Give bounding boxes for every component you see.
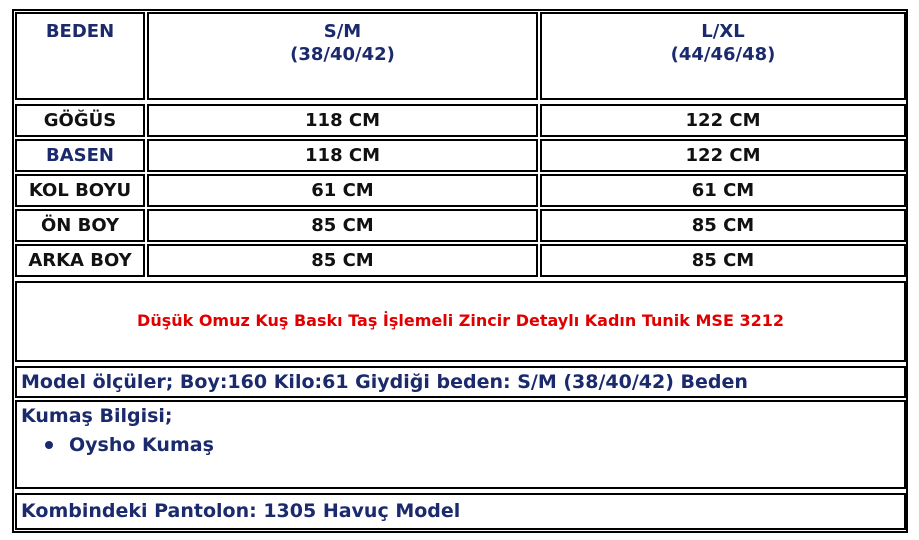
row-label [15, 209, 145, 242]
row-label [15, 139, 145, 172]
row-lxl-value [540, 139, 906, 172]
row-sm-text: 85 CM [311, 214, 374, 236]
row-sm-text: 61 CM [311, 179, 374, 201]
header-sm-line1: S/M [323, 21, 362, 42]
row-sm-value [147, 104, 538, 137]
header-lxl-line2: (44/46/48) [670, 44, 776, 66]
row-lxl-text: 122 CM [685, 144, 761, 166]
combination-text: Kombindeki Pantolon: 1305 Havuç Model [21, 500, 461, 523]
row-sm-value [147, 244, 538, 277]
row-sm-value [147, 209, 538, 242]
row-lxl-text: 85 CM [691, 214, 755, 236]
row-label-text: KOL BOYU [28, 179, 132, 201]
row-sm-text: 118 CM [305, 109, 380, 131]
row-label-text: ARKA BOY [28, 249, 132, 271]
product-title [15, 281, 906, 362]
row-label-text: ÖN BOY [40, 214, 120, 236]
row-sm-value [147, 139, 538, 172]
combination-info [15, 493, 906, 530]
fabric-info [15, 400, 906, 489]
row-lxl-value [540, 209, 906, 242]
header-sm [147, 12, 538, 100]
header-lxl [540, 12, 906, 100]
model-info-text: Model ölçüler; Boy:160 Kilo:61 Giydiği beden: S/M (38/40/42) Beden [21, 370, 748, 393]
row-sm-text: 118 CM [305, 144, 380, 166]
product-title-text: Düşük Omuz Kuş Baskı Taş İşlemeli Zincir Detaylı Kadın Tunik MSE 3212 [137, 311, 784, 331]
row-label [15, 244, 145, 277]
row-lxl-text: 85 CM [691, 249, 755, 271]
row-label [15, 104, 145, 137]
row-sm-text: 85 CM [311, 249, 374, 271]
header-lxl-line1: L/XL [701, 21, 745, 42]
row-lxl-value [540, 174, 906, 207]
header-size-label [15, 12, 145, 100]
row-label [15, 174, 145, 207]
row-lxl-text: 61 CM [691, 179, 755, 201]
header-size-text: BEDEN [45, 21, 115, 42]
row-lxl-value [540, 104, 906, 137]
row-label-text: BASEN [46, 144, 114, 166]
fabric-list-item [45, 433, 214, 458]
row-sm-value [147, 174, 538, 207]
row-label-text: GÖĞÜS [43, 109, 117, 131]
model-info [15, 366, 906, 398]
bullet-icon [45, 441, 53, 449]
header-sm-line2: (38/40/42) [290, 44, 395, 66]
row-lxl-text: 122 CM [685, 109, 761, 131]
fabric-item-text: Oysho Kumaş [69, 433, 214, 456]
fabric-heading: Kumaş Bilgisi; [21, 405, 173, 427]
row-lxl-value [540, 244, 906, 277]
